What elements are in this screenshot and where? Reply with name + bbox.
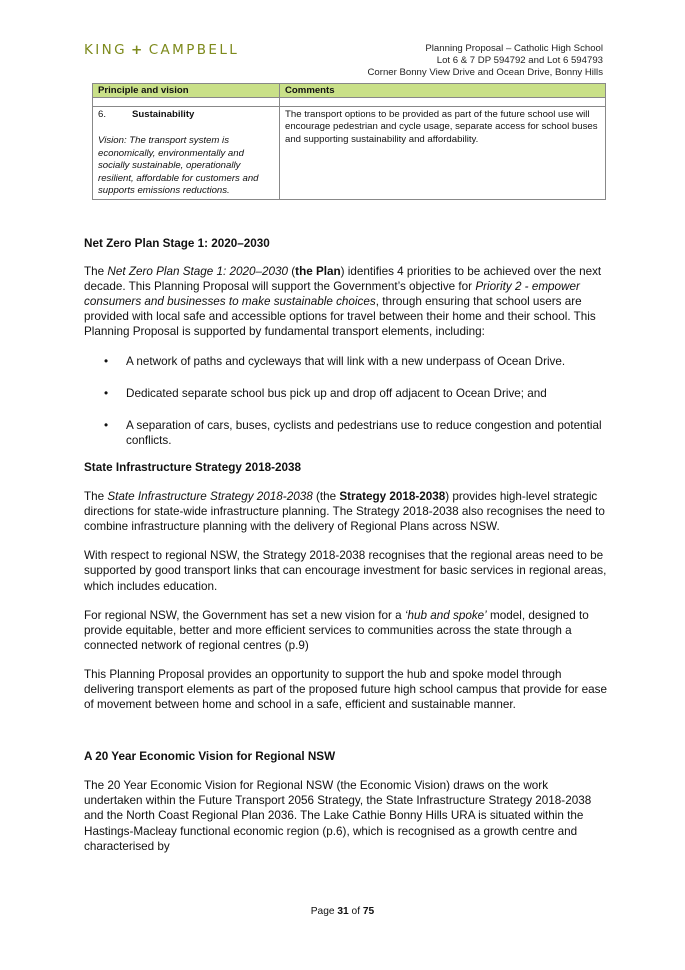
table-row — [93, 107, 606, 200]
header-line-2: Lot 6 & 7 DP 594792 and Lot 6 594793 — [436, 55, 603, 66]
sis-paragraph-2: With respect to regional NSW, the Strategy 2018-2038 recognises that the regional areas need to be supported by good transport links that can encourage investment for basic services in regional areas, which includes education. — [84, 549, 607, 593]
text-run: The — [84, 490, 108, 504]
page-word: Page — [310, 906, 338, 917]
principle-table — [92, 83, 606, 200]
spacer-cell — [280, 98, 606, 107]
column-header-principle: Principle and vision — [93, 84, 280, 98]
header-line-1: Planning Proposal – Catholic High School — [425, 43, 603, 54]
of-word: of — [348, 906, 363, 917]
table-spacer-row — [93, 98, 606, 107]
principle-number: 6. — [98, 109, 107, 120]
text-run: (the — [312, 490, 340, 504]
sis-paragraph-3 — [84, 608, 608, 653]
list-item: • A network of paths and cycleways that will link with a new underpass of Ocean Drive. — [84, 354, 608, 369]
plan-title-italic: Net Zero Plan Stage 1: 2020–2030 — [107, 265, 289, 279]
principle-title — [98, 109, 274, 121]
page-footer — [0, 906, 685, 917]
company-logo — [84, 42, 239, 58]
econ-paragraph: The 20 Year Economic Vision for Regional NSW (the Economic Vision) draws on the work undertaken within the Future Transport 2056 Strategy, the State Infrastructure Strategy 2018-2038 and the North Coast Regional Plan 2036. The Lake Cathie Bonny Hills URA is situated within the Hastings-Macleay functional economic region (p.6), which is recognised as a growth centre and characterised by — [84, 779, 592, 853]
page-header — [367, 43, 603, 79]
econ-heading: A 20 Year Economic Vision for Regional NSW — [84, 750, 336, 764]
net-zero-paragraph — [84, 264, 608, 339]
strategy-title-italic: State Infrastructure Strategy 2018-2038 — [107, 490, 313, 504]
text-run: , through ensuring that school users are provided with local safe and accessible options for travel between their home and their school. This Planning Proposal is supported by fundamental transport elements, including: — [84, 295, 596, 339]
transport-elements-list — [84, 354, 608, 448]
page-number: 31 — [337, 906, 349, 917]
text-run: ) provides high-level strategic directions for state-wide infrastructure planning. The Strategy 2018-2038 also recognises the need to combine infrastructure planning with the delivery of Regional Plans across NSW. — [84, 490, 605, 534]
page-total: 75 — [362, 906, 375, 917]
strategy-short-name: Strategy 2018-2038 — [339, 490, 446, 504]
spacer-cell — [93, 98, 280, 107]
sis-paragraph-1 — [84, 489, 608, 534]
plan-short-name: the Plan — [295, 265, 341, 279]
main-content — [84, 236, 608, 854]
principle-cell — [93, 107, 280, 200]
text-run: ( — [288, 265, 296, 279]
principle-name: Sustainability — [132, 109, 195, 120]
priority-italic: Priority 2 - empower consumers and businesses to make sustainable choices — [84, 280, 580, 309]
net-zero-heading: Net Zero Plan Stage 1: 2020–2030 — [84, 237, 270, 250]
sis-paragraph-4: This Planning Proposal provides an opportunity to support the hub and spoke model through delivering transport elements as part of the proposed future high school campus that provide for ease of movement between home and school in a safe, efficient and sustainable manner. — [84, 667, 607, 712]
header-line-3: Corner Bonny View Drive and Ocean Drive, Bonny Hills — [367, 67, 603, 78]
column-header-comments: Comments — [280, 84, 606, 98]
list-item: • A separation of cars, buses, cyclists and pedestrians use to reduce congestion and potential conflicts. — [84, 418, 608, 448]
list-item: • Dedicated separate school bus pick up and drop off adjacent to Ocean Drive; and — [84, 386, 608, 401]
logo-left: KING — [84, 42, 127, 58]
logo-right: CAMPBELL — [148, 42, 240, 58]
text-run: ) identifies 4 priorities to be achieved over the next decade. This Planning Proposal will support the Government’s objective for — [84, 265, 602, 294]
text-run: model, designed to provide equitable, better and more efficient services to communities across the state through a connected network of regional centres (p.9) — [84, 608, 589, 652]
principle-vision: Vision: The transport system is economically, environmentally and socially sustainable, operationally resilient, affordable for customers and supports emissions reductions. — [98, 135, 259, 197]
comment-cell: The transport options to be provided as part of the future school use will encourage pedestrian and cycle usage, separate access for school buses and supporting sustainability and affordability. — [280, 107, 606, 200]
hub-spoke-italic: ‘hub and spoke’ — [404, 608, 487, 622]
text-run: The — [84, 265, 108, 279]
text-run: For regional NSW, the Government has set a new vision for a — [84, 608, 405, 622]
sis-heading: State Infrastructure Strategy 2018-2038 — [84, 460, 301, 474]
table-header-row — [93, 84, 606, 98]
logo-plus: + — [131, 42, 145, 58]
